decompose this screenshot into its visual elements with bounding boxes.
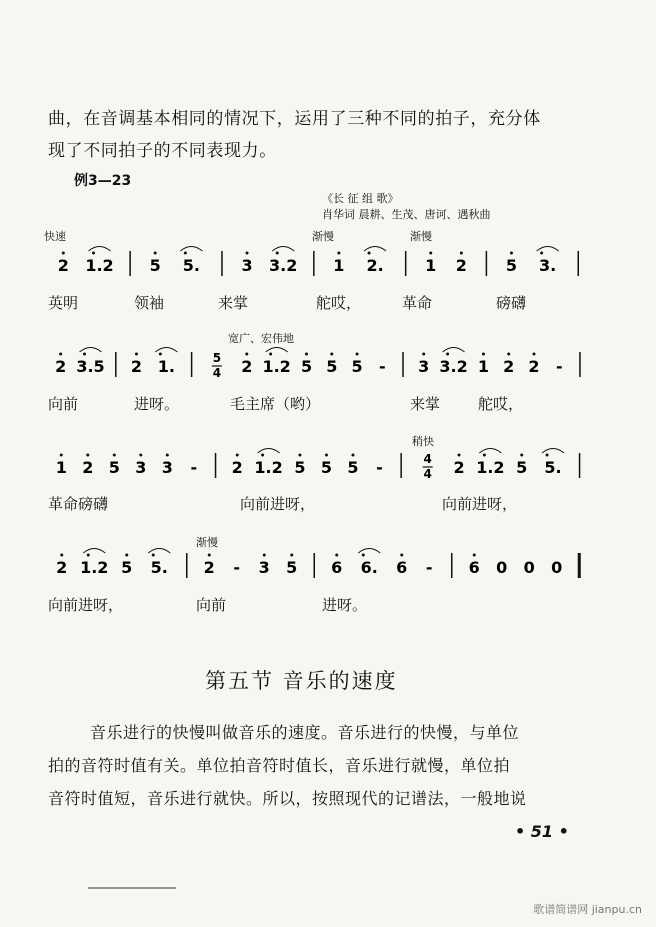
tempo-mark: 快速 <box>44 230 66 243</box>
slur <box>83 549 105 554</box>
note: 5. <box>544 458 562 477</box>
extension-dash: - <box>233 558 241 577</box>
slur <box>180 247 202 252</box>
note: 1 <box>477 357 490 376</box>
octave-dot <box>184 252 187 255</box>
note: 2 <box>241 357 253 376</box>
octave-dot <box>135 353 138 356</box>
lyric: 向前 <box>48 395 79 413</box>
note: 2 <box>57 256 69 275</box>
slur <box>542 449 564 454</box>
octave-dot <box>236 454 239 457</box>
note: 5 <box>326 357 338 376</box>
octave-dot <box>429 252 432 255</box>
note: 2 <box>503 357 515 376</box>
lyric: 英明 <box>48 294 79 312</box>
note: 1. <box>157 357 175 376</box>
octave-dot <box>290 554 293 557</box>
note: 3 <box>241 256 253 275</box>
octave-dot <box>510 252 513 255</box>
octave-dot <box>533 353 536 356</box>
note: 0 <box>523 558 535 577</box>
octave-dot <box>540 252 543 255</box>
octave-dot <box>483 454 486 457</box>
slur <box>266 348 288 353</box>
note: 3 <box>135 458 147 477</box>
body-line-2: 拍的音符时值有关。单位拍音符时值长，音乐进行就慢，单位拍 <box>48 756 511 775</box>
octave-dot <box>337 252 340 255</box>
note: 6 <box>331 558 343 577</box>
tempo-mark: 渐慢 <box>196 536 218 549</box>
octave-dot <box>305 353 308 356</box>
slur <box>443 348 465 353</box>
note: 1 <box>425 256 437 275</box>
octave-dot <box>113 454 116 457</box>
body-line-3: 音符时值短，音乐进行就快。所以，按照现代的记谱法，一般地说 <box>48 789 527 808</box>
watermark: 歌谱简谱网 jianpu.cn <box>533 903 642 916</box>
note: 1 <box>333 256 345 275</box>
intro-line-1: 曲，在音调基本相同的情况下，运用了三种不同的拍子，充分体 <box>48 109 541 129</box>
lyric: 进呀。 <box>322 596 368 614</box>
svg-text:4: 4 <box>212 366 222 380</box>
slur <box>272 247 294 252</box>
octave-dot <box>520 454 523 457</box>
note: 2 <box>55 357 67 376</box>
octave-dot <box>446 353 449 356</box>
note: 2 <box>203 558 215 577</box>
lyric: 向前进呀， <box>240 495 316 513</box>
lyric: 革命 <box>402 294 433 312</box>
lyric: 舵哎， <box>316 294 362 312</box>
extension-dash: - <box>555 357 563 376</box>
note: 2 <box>130 357 143 376</box>
slur <box>155 348 177 353</box>
slur <box>479 449 501 454</box>
octave-dot <box>473 554 476 557</box>
lyric: 向前进呀， <box>442 495 518 513</box>
octave-dot <box>92 252 95 255</box>
octave-dot <box>546 454 549 457</box>
svg-text:5: 5 <box>212 351 222 365</box>
note: 5 <box>294 458 306 477</box>
lyric: 领袖 <box>134 294 165 312</box>
octave-dot <box>60 554 63 557</box>
note: 3 <box>258 558 270 577</box>
tempo-mark: 渐慢 <box>312 230 334 243</box>
note: 3.2 <box>439 357 468 376</box>
note: 2 <box>455 256 467 275</box>
note: 5. <box>182 256 200 275</box>
octave-dot <box>460 252 463 255</box>
note: 3. <box>539 256 557 275</box>
octave-dot <box>159 353 162 356</box>
note: 5 <box>108 458 120 477</box>
note: 5 <box>121 558 133 577</box>
slur <box>364 247 386 252</box>
octave-dot <box>208 554 211 557</box>
slur <box>80 348 102 353</box>
note: 3 <box>418 357 430 376</box>
note: 6. <box>360 558 378 577</box>
extension-dash: - <box>425 558 433 577</box>
note: 5. <box>150 558 168 577</box>
octave-dot <box>166 454 169 457</box>
note: 3.2 <box>269 256 298 275</box>
tempo-mark: 宽广、宏伟地 <box>228 332 294 345</box>
lyric: 舵哎， <box>478 395 524 413</box>
note: 5 <box>351 357 363 376</box>
song-title: 《长 征 组 歌》 <box>322 192 399 205</box>
octave-dot <box>400 554 403 557</box>
example-label: 例3—23 <box>74 173 132 189</box>
octave-dot <box>351 454 354 457</box>
note: 2 <box>56 558 68 577</box>
extension-dash: - <box>190 458 198 477</box>
octave-dot <box>87 554 90 557</box>
note: 6 <box>468 558 480 577</box>
note: 2 <box>82 458 94 477</box>
svg-text:4: 4 <box>423 467 432 481</box>
note: 5 <box>347 458 359 477</box>
octave-dot <box>59 353 62 356</box>
tempo-mark: 稍快 <box>412 435 434 448</box>
page-number: • 51 • <box>515 822 569 841</box>
note: 6 <box>396 558 408 577</box>
slur <box>88 247 110 252</box>
octave-dot <box>152 554 155 557</box>
octave-dot <box>86 454 89 457</box>
slur <box>358 549 380 554</box>
lyric: 进呀。 <box>134 395 180 413</box>
octave-dot <box>245 353 248 356</box>
time-signature <box>423 452 433 481</box>
intro-line-2: 现了不同拍子的不同表现力。 <box>48 141 277 161</box>
lyric: 来掌 <box>218 294 249 312</box>
note: 5 <box>300 357 313 376</box>
slur <box>258 449 280 454</box>
note: 1.2 <box>85 256 114 275</box>
octave-dot <box>246 252 249 255</box>
note: 2 <box>231 458 243 477</box>
note: 1.2 <box>476 458 505 477</box>
note: 1.2 <box>254 458 283 477</box>
time-signature <box>212 351 222 380</box>
note: 0 <box>496 558 508 577</box>
octave-dot <box>356 353 359 356</box>
octave-dot <box>325 454 328 457</box>
octave-dot <box>482 353 485 356</box>
song-credits: 肖华词 晨耕、生茂、唐诃、遇秋曲 <box>322 208 491 221</box>
svg-text:4: 4 <box>423 452 432 466</box>
note: 2. <box>366 256 384 275</box>
extension-dash: - <box>376 458 383 477</box>
lyric: 向前进呀， <box>48 596 124 614</box>
slur <box>148 549 170 554</box>
slur <box>537 247 559 252</box>
note: 5 <box>149 256 161 275</box>
lyric: 磅礴 <box>496 294 527 312</box>
note: 5 <box>505 256 518 275</box>
note: 3.5 <box>76 357 105 376</box>
note: 1 <box>55 458 67 477</box>
note: 1.2 <box>262 357 291 376</box>
octave-dot <box>507 353 510 356</box>
octave-dot <box>263 554 266 557</box>
note: 3 <box>161 458 173 477</box>
octave-dot <box>335 554 338 557</box>
lyric: 向前 <box>196 596 227 614</box>
note: 2 <box>528 357 540 376</box>
note: 5 <box>320 458 333 477</box>
octave-dot <box>276 252 279 255</box>
octave-dot <box>458 454 461 457</box>
octave-dot <box>125 554 128 557</box>
body-line-1: 音乐进行的快慢叫做音乐的速度。音乐进行的快慢，与单位 <box>90 723 520 742</box>
note: 2 <box>453 458 465 477</box>
octave-dot <box>330 353 333 356</box>
octave-dot <box>422 353 425 356</box>
lyric: 毛主席（哟） <box>230 395 321 413</box>
lyric: 革命磅礴 <box>48 495 109 513</box>
octave-dot <box>269 353 272 356</box>
tempo-mark: 渐慢 <box>410 230 432 243</box>
lyric: 来掌 <box>410 395 441 413</box>
note: 5 <box>516 458 528 477</box>
note: 0 <box>551 558 563 577</box>
octave-dot <box>139 454 142 457</box>
octave-dot <box>62 252 65 255</box>
octave-dot <box>298 454 301 457</box>
octave-dot <box>60 454 63 457</box>
octave-dot <box>261 454 264 457</box>
note: 1.2 <box>80 558 109 577</box>
extension-dash: - <box>379 357 386 376</box>
octave-dot <box>83 353 86 356</box>
octave-dot <box>362 554 365 557</box>
note: 5 <box>286 558 298 577</box>
octave-dot <box>368 252 371 255</box>
octave-dot <box>154 252 157 255</box>
section-title: 第五节 音乐的速度 <box>205 669 398 693</box>
